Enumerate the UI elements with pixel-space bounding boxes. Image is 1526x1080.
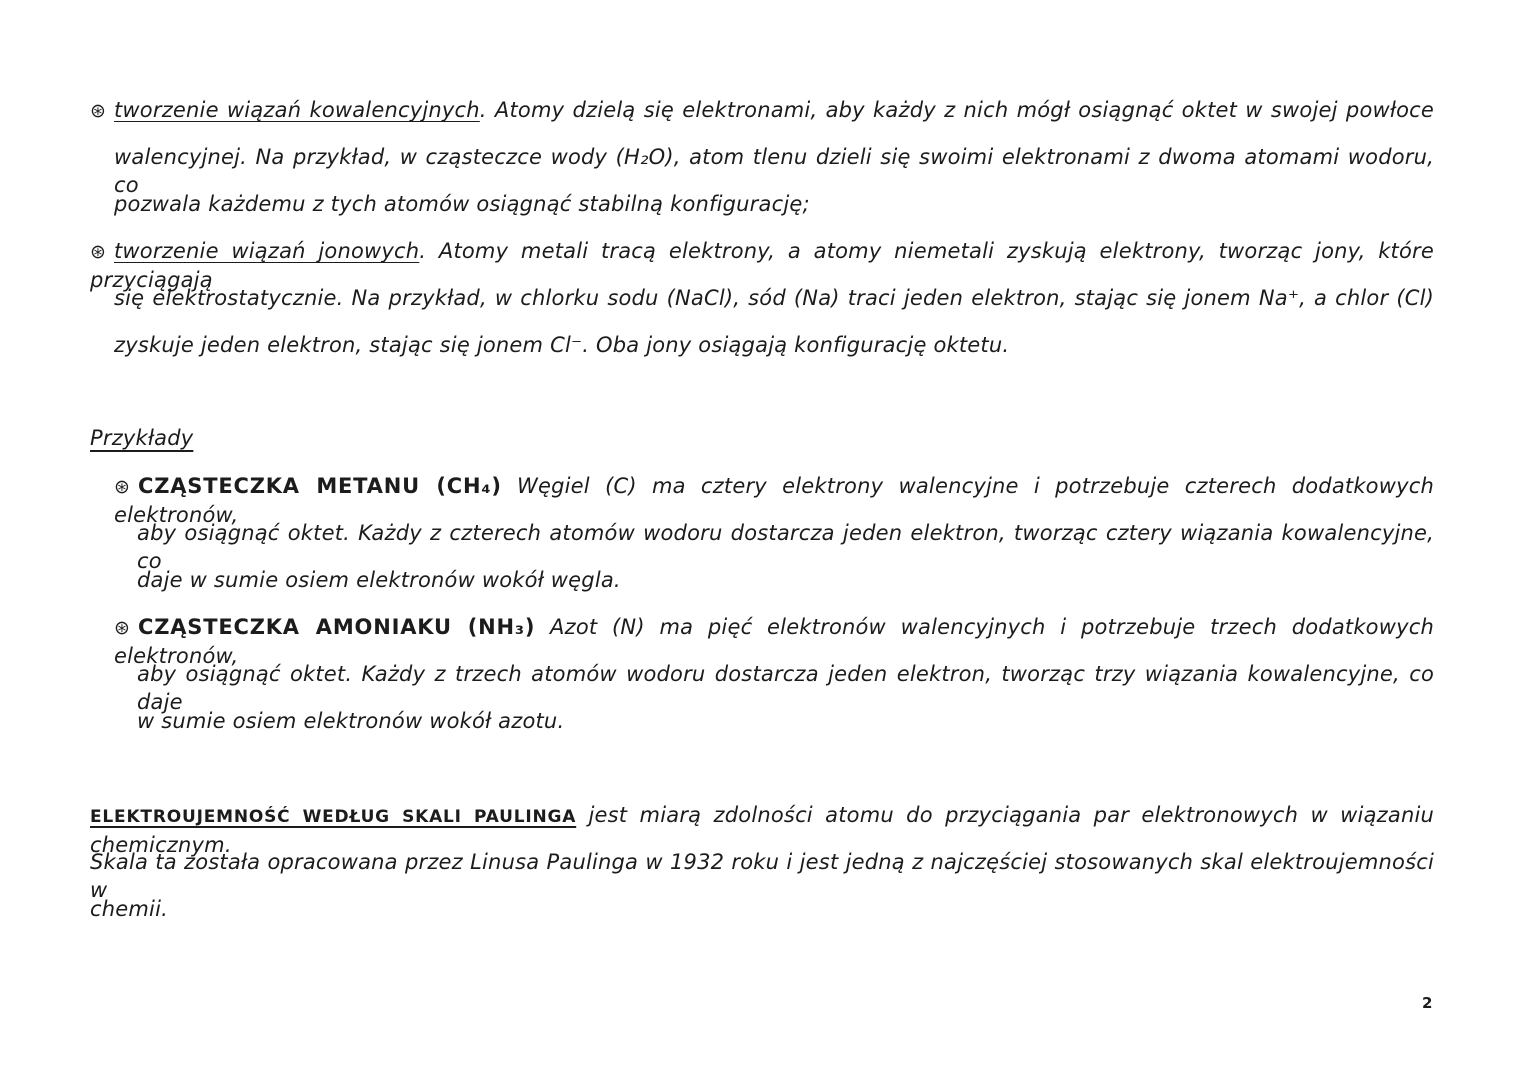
covalent-line-2: walencyjnej. Na przykład, w cząsteczce wody (H₂O), atom tlenu dzieli się swoimi elektronami z dwoma atomami wodoru, co — [114, 145, 1434, 197]
ionic-term: tworzenie wiązań jonowych — [114, 239, 420, 263]
examples-heading: Przykłady — [90, 426, 194, 450]
methane-title: CZĄSTECZKA METANU (CH₄) — [138, 474, 502, 498]
flower-bullet-icon: ⊛ — [114, 617, 131, 639]
covalent-line-3: pozwala każdemu z tych atomów osiągnąć stabilną konfigurację; — [114, 192, 810, 216]
covalent-text-1: . Atomy dzielą się elektronami, aby każdy z nich mógł osiągnąć oktet w swojej powłoce — [479, 98, 1435, 122]
ionic-line-3: zyskuje jeden elektron, stając się jonem Cl⁻. Oba jony osiągają konfigurację oktetu. — [114, 333, 1010, 357]
covalent-term: tworzenie wiązań kowalencyjnych — [114, 98, 480, 122]
ammonia-line-2: aby osiągnąć oktet. Każdy z trzech atomów wodoru dostarcza jeden elektron, tworząc trzy wiązania kowalencyjne, co daje — [137, 662, 1434, 714]
page-number: 2 — [1422, 994, 1433, 1012]
methane-line-3: daje w sumie osiem elektronów wokół węgla. — [137, 568, 621, 592]
pauling-line-3: chemii. — [90, 897, 168, 921]
pauling-line-2: Skala ta została opracowana przez Linusa Paulinga w 1932 roku i jest jedną z najczęściej stosowanych skal elektroujemności w — [90, 850, 1434, 902]
covalent-line-1 — [90, 96, 1434, 125]
ammonia-title: CZĄSTECZKA AMONIAKU (NH₃) — [138, 615, 536, 639]
flower-bullet-icon: ⊛ — [90, 100, 107, 122]
pauling-text-1: jest miarą zdolności atomu do przyciągania par elektronowych w wiązaniu chemicznym. — [90, 803, 1434, 857]
ammonia-text-1: Azot (N) ma pięć elektronów walencyjnych i potrzebuje trzech dodatkowych elektronów, — [114, 615, 1434, 668]
ionic-line-2: się elektrostatycznie. Na przykład, w chlorku sodu (NaCl), sód (Na) traci jeden elektron, stając się jonem Na⁺, a chlor (Cl) — [114, 286, 1434, 310]
pauling-term: ELEKTROUJEMNOŚĆ WEDŁUG SKALI PAULINGA — [90, 807, 577, 827]
flower-bullet-icon: ⊛ — [114, 476, 131, 498]
ionic-text-1: . Atomy metali tracą elektrony, a atomy niemetali zyskują elektrony, tworząc jony, które przyciągają — [90, 239, 1434, 292]
ammonia-line-3: w sumie osiem elektronów wokół azotu. — [137, 709, 565, 733]
methane-line-2: aby osiągnąć oktet. Każdy z czterech atomów wodoru dostarcza jeden elektron, tworząc cztery wiązania kowalencyjne, co — [137, 521, 1434, 573]
flower-bullet-icon: ⊛ — [90, 241, 107, 263]
methane-text-1: Węgiel (C) ma cztery elektrony walencyjne i potrzebuje czterech dodatkowych elektronów, — [114, 474, 1434, 527]
